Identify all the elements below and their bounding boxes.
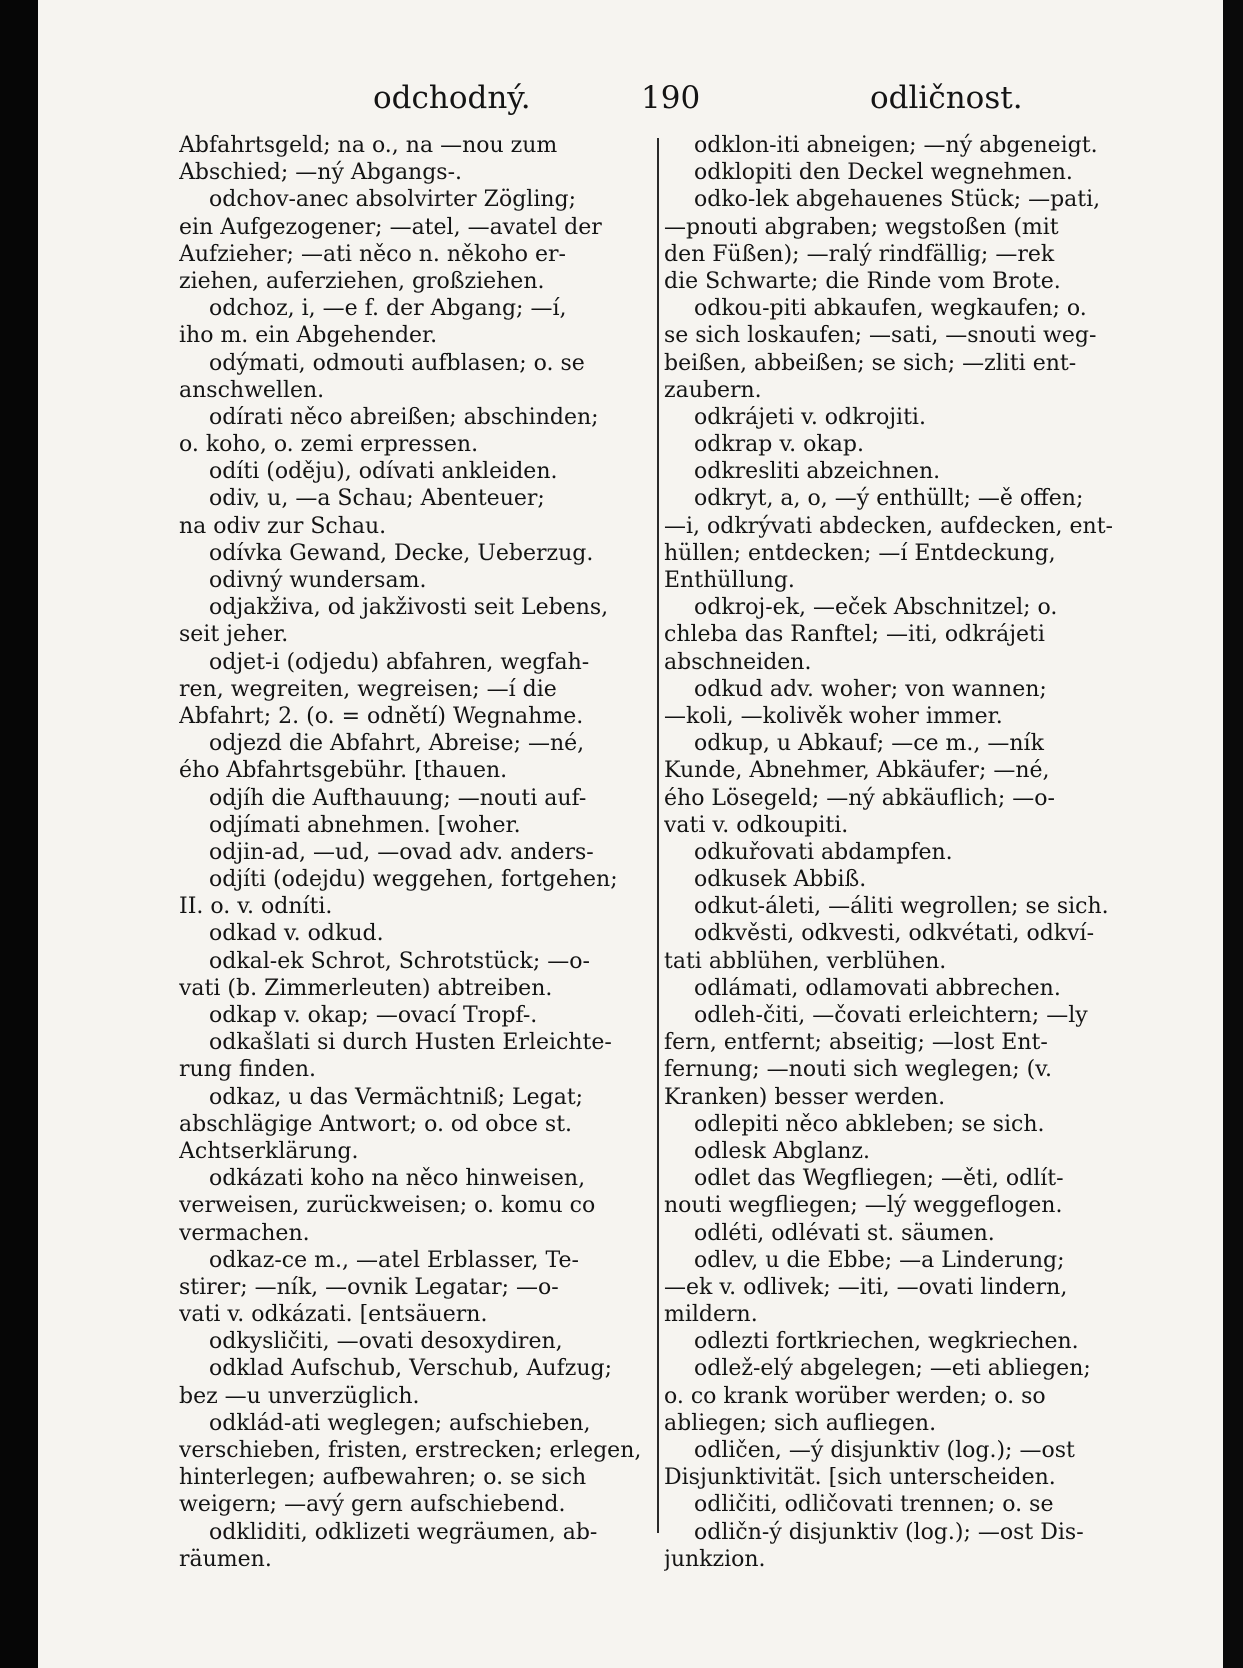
entry-line: —koli, —kolivěk woher immer. xyxy=(664,703,1003,729)
entry-line: odýmati, odmouti aufblasen; o. se xyxy=(209,350,585,376)
entry-line: verschieben, fristen, erstrecken; erlegen, xyxy=(179,1438,642,1463)
entry-line: ého Abfahrtsgebühr. [thauen. xyxy=(179,758,508,784)
entry-line: odlev, u die Ebbe; —a Linderung; xyxy=(694,1247,1065,1273)
entry-line: odjet-i (odjedu) abfahren, wegfah- xyxy=(209,649,590,675)
entry-line: odkud adv. woher; von wannen; xyxy=(694,676,1047,702)
running-header xyxy=(338,80,1023,126)
entry-line: fernung; —nouti sich weglegen; (v. xyxy=(664,1057,1052,1083)
entry-line: verweisen, zurückweisen; o. komu co xyxy=(179,1193,596,1219)
entry-line: odkašlati si durch Husten Erleichte- xyxy=(209,1030,612,1056)
entry-line: o. co krank worüber werden; o. so xyxy=(664,1383,1046,1409)
entry-line: o. koho, o. zemi erpressen. xyxy=(179,432,479,458)
entry-line: odkut-áleti, —áliti wegrollen; se sich. xyxy=(694,894,1109,920)
entry-line: Abfahrt; 2. (o. = odnětí) Wegnahme. xyxy=(179,703,584,729)
page-number: 190 xyxy=(641,80,701,116)
header-guide-word-right: odličnost. xyxy=(870,80,1023,116)
entry-line: odkuřovati abdampfen. xyxy=(694,839,953,865)
entry-line: abschneiden. xyxy=(664,649,812,675)
entry-line: odkusek Abbiß. xyxy=(694,867,867,893)
entry-line: Abfahrtsgeld; na o., na —nou zum xyxy=(179,133,558,158)
entry-line: zaubern. xyxy=(664,377,762,403)
entry-line: mildern. xyxy=(664,1302,758,1328)
entry-line: —ek v. odlivek; —iti, —ovati lindern, xyxy=(664,1274,1068,1300)
entry-line: —pnouti abgraben; wegstoßen (mit xyxy=(664,214,1059,240)
entry-line: ren, wegreiten, wegreisen; —í die xyxy=(179,676,557,702)
entry-line: Disjunktivität. [sich unterscheiden. xyxy=(664,1465,1056,1491)
entry-line: fern, entfernt; abseitig; —lost Ent- xyxy=(664,1030,1048,1056)
entry-line: odkliditi, odklizeti wegräumen, ab- xyxy=(209,1519,598,1545)
entry-line: Abschied; —ný Abgangs-. xyxy=(179,160,463,186)
entry-line: odírati něco abreißen; abschinden; xyxy=(209,404,599,430)
entry-line: abschlägige Antwort; o. od obce st. xyxy=(179,1111,573,1137)
entry-line: ziehen, auferziehen, großziehen. xyxy=(179,268,545,294)
entry-line: II. o. v. odníti. xyxy=(179,894,333,920)
entry-line: odko-lek abgehauenes Stück; —pati, xyxy=(694,187,1101,213)
entry-line: beißen, abbeißen; se sich; —zliti ent- xyxy=(664,350,1077,376)
entry-line: tati abblühen, verblühen. xyxy=(664,948,947,974)
entry-line: —i, odkrývati abdecken, aufdecken, ent- xyxy=(664,513,1113,539)
entry-line: Enthüllung. xyxy=(664,568,795,593)
entry-line: odíti (oděju), odívati ankleiden. xyxy=(209,459,558,485)
entry-line: weigern; —avý gern aufschiebend. xyxy=(179,1492,566,1518)
entry-line: se sich loskaufen; —sati, —snouti weg- xyxy=(664,323,1097,349)
entry-line: seit jeher. xyxy=(179,622,289,648)
entry-line: Kunde, Abnehmer, Abkäufer; —né, xyxy=(664,758,1050,784)
entry-line: iho m. ein Abgehender. xyxy=(179,323,438,349)
entry-line: odléti, odlévati st. säumen. xyxy=(694,1220,995,1246)
entry-line: Achtserklärung. xyxy=(179,1138,359,1164)
entry-line: Aufzieher; —ati něco n. někoho er- xyxy=(179,241,566,267)
entry-line: odkal-ek Schrot, Schrotstück; —o- xyxy=(209,948,590,974)
entry-line: odlesk Abglanz. xyxy=(694,1138,870,1164)
entry-line: odlezti fortkriechen, wegkriechen. xyxy=(694,1329,1079,1355)
entry-line: odchov-anec absolvirter Zögling; xyxy=(209,187,577,213)
entry-line: odkou-piti abkaufen, wegkaufen; o. xyxy=(694,296,1087,322)
entry-line: räumen. xyxy=(179,1546,272,1572)
entry-line: odiv, u, —a Schau; Abenteuer; xyxy=(209,486,545,512)
entry-line: odivný wundersam. xyxy=(209,568,427,593)
entry-line: odličen, —ý disjunktiv (log.); —ost xyxy=(694,1438,1075,1463)
entry-line: abliegen; sich aufliegen. xyxy=(664,1410,937,1436)
entry-line: odjíti (odejdu) weggehen, fortgehen; xyxy=(209,867,618,893)
entry-line: odjíh die Aufthauung; —nouti auf- xyxy=(209,785,587,811)
entry-line: odjezd die Abfahrt, Abreise; —né, xyxy=(209,731,585,757)
entry-line: odlámati, odlamovati abbrechen. xyxy=(694,975,1061,1001)
entry-line: vati (b. Zimmerleuten) abtreiben. xyxy=(179,975,553,1001)
entry-line: ého Lösegeld; —ný abkäuflich; —o- xyxy=(664,785,1055,811)
entry-line: vati v. odkázati. [entsäuern. xyxy=(179,1302,488,1328)
scan-right-edge xyxy=(1223,0,1243,1668)
entry-line: die Schwarte; die Rinde vom Brote. xyxy=(664,268,1061,294)
entry-line: odličn-ý disjunktiv (log.); —ost Dis- xyxy=(694,1519,1084,1545)
entry-line: odklopiti den Deckel wegnehmen. xyxy=(694,160,1073,186)
entry-line: odkrájeti v. odkrojiti. xyxy=(694,404,926,430)
entry-line: odlepiti něco abkleben; se sich. xyxy=(694,1111,1045,1137)
entry-line: odkup, u Abkauf; —ce m., —ník xyxy=(694,731,1044,757)
right-column xyxy=(664,132,1134,1573)
entry-line: odkvěsti, odkvesti, odkvétati, odkví- xyxy=(694,921,1095,947)
entry-line: odkryt, a, o, —ý enthüllt; —ě offen; xyxy=(694,486,1084,512)
entry-line: Kranken) besser werden. xyxy=(664,1084,946,1110)
entry-line: odchoz, i, —e f. der Abgang; —í, xyxy=(209,296,567,322)
entry-line: anschwellen. xyxy=(179,377,325,403)
entry-line: odkysličiti, —ovati desoxydiren, xyxy=(209,1329,563,1355)
entry-line: odklád-ati weglegen; aufschieben, xyxy=(209,1410,591,1436)
entry-line: odklad Aufschub, Verschub, Aufzug; xyxy=(209,1356,612,1382)
entry-line: hüllen; entdecken; —í Entdeckung, xyxy=(664,540,1056,566)
entry-line: odkázati koho na něco hinweisen, xyxy=(209,1166,586,1192)
entry-line: odkrap v. okap. xyxy=(694,432,864,458)
entry-line: odkroj-ek, —eček Abschnitzel; o. xyxy=(694,595,1058,621)
header-guide-word-left: odchodný. xyxy=(373,80,531,116)
entry-line: odkaz, u das Vermächtniß; Legat; xyxy=(209,1084,584,1110)
entry-line: chleba das Ranftel; —iti, odkrájeti xyxy=(664,622,1045,648)
column-divider xyxy=(657,138,659,1533)
entry-line: odjakživa, od jakživosti seit Lebens, xyxy=(209,595,609,621)
entry-line: odlež-elý abgelegen; —eti abliegen; xyxy=(694,1356,1091,1382)
entry-line: vati v. odkoupiti. xyxy=(664,812,849,838)
scan-left-edge xyxy=(0,0,38,1668)
left-column xyxy=(179,132,649,1573)
entry-line: odličiti, odličovati trennen; o. se xyxy=(694,1492,1054,1518)
entry-line: odjímati abnehmen. [woher. xyxy=(209,812,521,838)
entry-line: odívka Gewand, Decke, Ueberzug. xyxy=(209,540,594,566)
entry-line: odkaz-ce m., —atel Erblasser, Te- xyxy=(209,1247,579,1273)
entry-line: den Füßen); —ralý rindfällig; —rek xyxy=(664,241,1055,267)
entry-line: na odiv zur Schau. xyxy=(179,513,387,539)
entry-line: nouti wegfliegen; —lý weggeflogen. xyxy=(664,1193,1063,1219)
entry-line: odlet das Wegfliegen; —ěti, odlít- xyxy=(694,1166,1064,1192)
entry-line: odjin-ad, —ud, —ovad adv. anders- xyxy=(209,839,594,865)
entry-line: ein Aufgezogener; —atel, —avatel der xyxy=(179,214,602,240)
entry-line: vermachen. xyxy=(179,1220,310,1246)
entry-line: odkad v. odkud. xyxy=(209,921,384,947)
entry-line: hinterlegen; aufbewahren; o. se sich xyxy=(179,1465,587,1491)
entry-line: odklon-iti abneigen; —ný abgeneigt. xyxy=(694,133,1098,158)
entry-line: odkresliti abzeichnen. xyxy=(694,459,941,485)
entry-line: rung finden. xyxy=(179,1057,317,1083)
entry-line: junkzion. xyxy=(664,1546,766,1572)
entry-line: odleh-čiti, —čovati erleichtern; —ly xyxy=(694,1003,1088,1028)
entry-line: odkap v. okap; —ovací Tropf-. xyxy=(209,1003,538,1028)
entry-line: stirer; —ník, —ovnik Legatar; —o- xyxy=(179,1274,559,1300)
entry-line: bez —u unverzüglich. xyxy=(179,1383,420,1409)
